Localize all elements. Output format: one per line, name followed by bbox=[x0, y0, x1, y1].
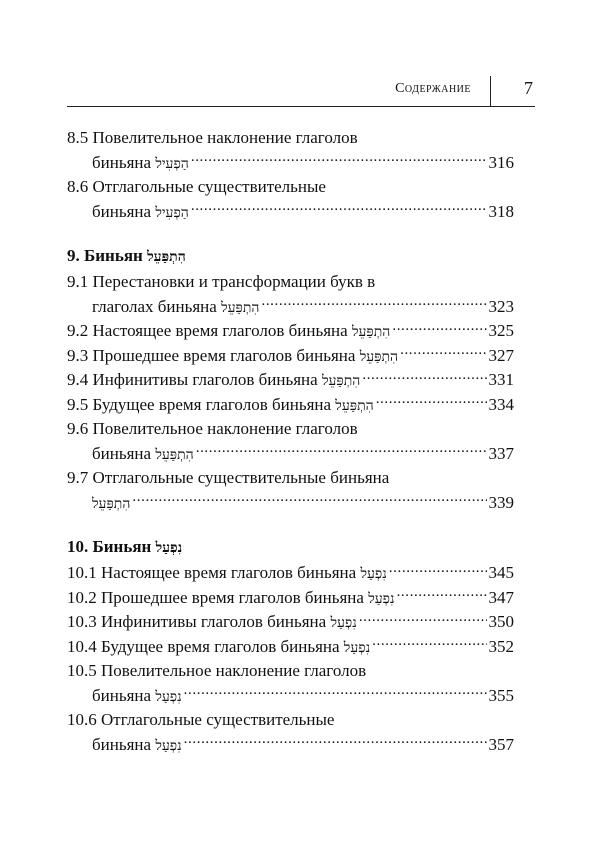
toc-entry[interactable] bbox=[67, 659, 514, 708]
entry-title: биньяна bbox=[92, 685, 152, 705]
entry-hebrew-term: נִפְעַל bbox=[368, 590, 395, 607]
entry-title: Прошедшее время глаголов биньяна bbox=[101, 587, 364, 607]
section-title bbox=[67, 242, 514, 270]
entry-text bbox=[92, 442, 194, 468]
entry-title: Настоящее время глаголов биньяна bbox=[92, 321, 348, 340]
entry-hebrew-term: נִפְעַל bbox=[330, 615, 357, 631]
entry-title: Повелительное наклонение глаголов bbox=[92, 128, 358, 147]
entry-first-line bbox=[67, 659, 514, 684]
entry-text bbox=[92, 491, 130, 517]
entry-hebrew-term: נִפְעַל bbox=[155, 688, 182, 705]
entry-hebrew-term: הִתְפַּעֵל bbox=[359, 348, 399, 365]
entry-title: биньяна bbox=[92, 734, 152, 754]
entry-hebrew-term: הַפְעִיל bbox=[155, 204, 189, 221]
entry-leader-line bbox=[67, 442, 514, 467]
entry-hebrew-term: הִתְפַּעֵל bbox=[221, 299, 260, 316]
dot-leader bbox=[392, 320, 486, 336]
header-title: Содержание bbox=[395, 81, 471, 96]
dot-leader bbox=[261, 296, 486, 312]
page-number: 7 bbox=[524, 78, 533, 98]
toc-entry[interactable] bbox=[67, 393, 514, 418]
entry-page-number: 323 bbox=[488, 296, 514, 316]
entry-number: 9.7 bbox=[67, 468, 89, 487]
toc-section bbox=[67, 126, 514, 224]
entry-hebrew-term: הִתְפַּעֵל bbox=[321, 373, 361, 389]
entry-page-number: 339 bbox=[488, 492, 514, 512]
entry-text bbox=[92, 151, 189, 177]
entry-hebrew-term: הִתְפַּעֵל bbox=[92, 495, 131, 512]
dot-leader bbox=[389, 562, 487, 578]
entry-page-number: 357 bbox=[488, 734, 514, 754]
entry-first-line bbox=[67, 417, 514, 442]
entry-text bbox=[67, 344, 398, 370]
entry-hebrew-term: נִפְעַל bbox=[155, 737, 182, 754]
toc-entry[interactable] bbox=[67, 270, 514, 319]
entry-number: 9.4 bbox=[67, 370, 89, 389]
entry-title: Перестановки и трансформации букв в bbox=[92, 272, 376, 291]
entry-title: Будущее время глаголов биньяна bbox=[101, 636, 340, 656]
entry-leader-line bbox=[67, 368, 514, 393]
entry-text bbox=[67, 586, 395, 612]
entry-text bbox=[67, 561, 387, 587]
entry-leader-line bbox=[67, 684, 514, 709]
entry-leader-line bbox=[67, 393, 514, 418]
toc-entry[interactable] bbox=[67, 708, 514, 757]
entry-page-number: 337 bbox=[488, 443, 514, 463]
entry-hebrew-term: הִתְפַּעֵל bbox=[351, 324, 391, 340]
entry-page-number: 318 bbox=[488, 201, 514, 221]
entry-number: 10.1 bbox=[67, 563, 97, 582]
dot-leader bbox=[184, 685, 487, 701]
entry-page-number: 347 bbox=[488, 587, 514, 607]
entry-text bbox=[92, 295, 259, 321]
entry-number: 10.3 bbox=[67, 612, 97, 631]
toc-entry[interactable] bbox=[67, 466, 514, 515]
entry-title: глаголах биньяна bbox=[92, 296, 217, 316]
entry-page-number: 327 bbox=[488, 345, 514, 365]
dot-leader bbox=[191, 201, 487, 217]
entry-leader-line bbox=[67, 610, 514, 635]
entry-title: Повелительное наклонение глаголов bbox=[92, 419, 358, 438]
entry-text bbox=[92, 733, 182, 759]
entry-number: 8.6 bbox=[67, 177, 89, 196]
entry-leader-line bbox=[67, 295, 514, 320]
entry-number: 10.2 bbox=[67, 587, 97, 607]
entry-text bbox=[92, 200, 189, 226]
section-title bbox=[67, 533, 514, 561]
entry-title: биньяна bbox=[92, 152, 152, 172]
entry-title: Прошедшее время глаголов биньяна bbox=[92, 345, 356, 365]
entry-number: 9.2 bbox=[67, 321, 89, 340]
entry-title: Отглагольные существительные биньяна bbox=[92, 468, 390, 487]
section-title-hebrew: נִפְעַל bbox=[155, 540, 183, 556]
entry-hebrew-term: נִפְעַל bbox=[343, 639, 371, 656]
dot-leader bbox=[184, 734, 487, 750]
entry-page-number: 355 bbox=[488, 685, 514, 705]
entry-hebrew-term: נִפְעַל bbox=[360, 566, 387, 582]
toc-entry[interactable] bbox=[67, 368, 514, 393]
entry-number: 10.4 bbox=[67, 636, 97, 656]
entry-leader-line bbox=[67, 635, 514, 660]
entry-leader-line bbox=[67, 586, 514, 611]
toc-entry[interactable] bbox=[67, 586, 514, 611]
toc-section bbox=[67, 533, 514, 757]
dot-leader bbox=[191, 152, 487, 168]
entry-number: 9.3 bbox=[67, 345, 89, 365]
toc-entry[interactable] bbox=[67, 417, 514, 466]
entry-page-number: 331 bbox=[488, 370, 514, 389]
entry-hebrew-term: הִתְפַּעֵל bbox=[335, 397, 374, 414]
dot-leader bbox=[196, 443, 487, 459]
running-header bbox=[67, 76, 535, 107]
table-of-contents bbox=[67, 126, 514, 775]
entry-first-line bbox=[67, 126, 514, 151]
entry-text bbox=[67, 319, 390, 345]
entry-number: 10.6 bbox=[67, 710, 97, 729]
dot-leader bbox=[397, 587, 487, 603]
dot-leader bbox=[400, 345, 486, 361]
entry-title: Инфинитивы глаголов биньяна bbox=[101, 612, 327, 631]
entry-leader-line bbox=[67, 344, 514, 369]
header-separator bbox=[490, 76, 491, 106]
entry-number: 8.5 bbox=[67, 128, 89, 147]
entry-title: Отглагольные существительные bbox=[92, 177, 326, 196]
entry-page-number: 325 bbox=[488, 321, 514, 340]
entry-number: 9.6 bbox=[67, 419, 89, 438]
toc-entry[interactable] bbox=[67, 561, 514, 586]
toc-section bbox=[67, 242, 514, 515]
entry-page-number: 350 bbox=[488, 612, 514, 631]
entry-title: Инфинитивы глаголов биньяна bbox=[92, 370, 318, 389]
entry-number: 9.1 bbox=[67, 272, 89, 291]
entry-text bbox=[67, 393, 374, 419]
entry-number: 10.5 bbox=[67, 661, 97, 680]
toc-entry[interactable] bbox=[67, 344, 514, 369]
entry-first-line bbox=[67, 708, 514, 733]
section-title-text: 9. Биньян bbox=[67, 246, 143, 265]
entry-leader-line bbox=[67, 151, 514, 176]
entry-title: Повелительное наклонение глаголов bbox=[101, 661, 367, 680]
dot-leader bbox=[372, 636, 486, 652]
toc-entry[interactable] bbox=[67, 635, 514, 660]
section-title-text: 10. Биньян bbox=[67, 537, 152, 556]
entry-leader-line bbox=[67, 561, 514, 586]
dot-leader bbox=[132, 492, 486, 508]
dot-leader bbox=[376, 394, 487, 410]
entry-hebrew-term: הַפְעִיל bbox=[155, 155, 189, 172]
entry-leader-line bbox=[67, 319, 514, 344]
entry-page-number: 316 bbox=[488, 152, 514, 172]
entry-title: Настоящее время глаголов биньяна bbox=[101, 563, 357, 582]
entry-first-line bbox=[67, 175, 514, 200]
entry-leader-line bbox=[67, 733, 514, 758]
entry-text bbox=[67, 610, 357, 636]
entry-page-number: 352 bbox=[488, 636, 514, 656]
dot-leader bbox=[362, 369, 486, 385]
section-title-hebrew: הִתְפַּעֵל bbox=[147, 249, 186, 265]
entry-title: биньяна bbox=[92, 443, 152, 463]
entry-page-number: 334 bbox=[488, 394, 514, 414]
toc-entry[interactable] bbox=[67, 126, 514, 175]
entry-number: 9.5 bbox=[67, 394, 89, 414]
entry-text bbox=[67, 368, 360, 394]
entry-text bbox=[92, 684, 182, 710]
entry-hebrew-term: הִתְפַּעֵל bbox=[155, 446, 194, 463]
entry-first-line bbox=[67, 270, 514, 295]
entry-title: Отглагольные существительные bbox=[101, 710, 335, 729]
entry-page-number: 345 bbox=[488, 563, 514, 582]
entry-leader-line bbox=[67, 200, 514, 225]
toc-entry[interactable] bbox=[67, 175, 514, 224]
entry-title: Будущее время глаголов биньяна bbox=[92, 394, 332, 414]
entry-text bbox=[67, 635, 370, 661]
entry-first-line bbox=[67, 466, 514, 491]
toc-entry[interactable] bbox=[67, 319, 514, 344]
toc-entry[interactable] bbox=[67, 610, 514, 635]
entry-title: биньяна bbox=[92, 201, 152, 221]
dot-leader bbox=[359, 611, 487, 627]
entry-leader-line bbox=[67, 491, 514, 516]
